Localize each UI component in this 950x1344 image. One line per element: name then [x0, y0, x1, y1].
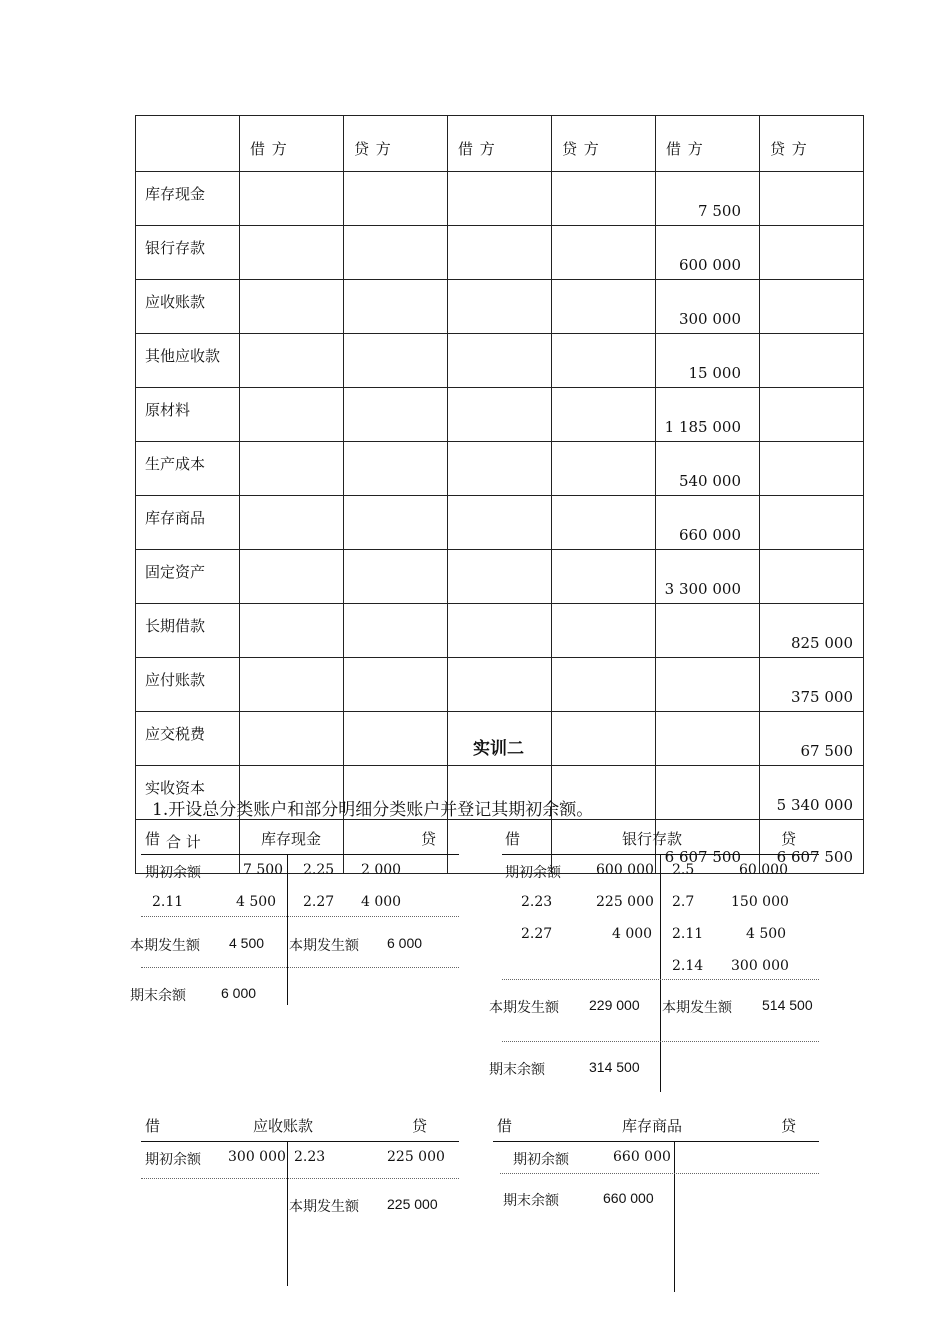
- credit-total: 514 500: [762, 997, 813, 1013]
- t-top-line: [141, 854, 459, 855]
- ending-debit: 300 000: [656, 280, 760, 334]
- debit-total: 4 500: [229, 935, 265, 951]
- header-credit: 贷 方: [344, 116, 448, 172]
- closing-amount: 660 000: [603, 1190, 654, 1206]
- table-row: [136, 496, 864, 550]
- account-name: 长期借款: [136, 604, 240, 658]
- credit-label: 贷: [781, 830, 797, 848]
- ending-debit: 3 300 000: [656, 550, 760, 604]
- header-debit: 借 方: [240, 116, 344, 172]
- debit-amount: 225 000: [596, 894, 654, 910]
- account-name: 应付账款: [136, 658, 240, 712]
- t-vertical-line: [287, 1141, 288, 1286]
- total-debit: 6 607 500: [656, 820, 760, 874]
- table-row: [136, 550, 864, 604]
- closing-label: 期末余额: [503, 1193, 559, 1209]
- credit-date: 2.25: [303, 862, 335, 878]
- table-row: [136, 334, 864, 388]
- header-debit: 借 方: [656, 116, 760, 172]
- credit-amount: 300 000: [731, 958, 789, 974]
- table-row: [136, 604, 864, 658]
- opening-amount: 600 000: [596, 862, 654, 878]
- credit-total: 6 000: [387, 935, 423, 951]
- account-name: 库存商品: [136, 496, 240, 550]
- ending-debit: [656, 712, 760, 766]
- account-name: 应收账款: [136, 280, 240, 334]
- ending-debit: [656, 766, 760, 820]
- opening-amount: 7 500: [243, 862, 284, 878]
- account-name: 生产成本: [136, 442, 240, 496]
- ending-debit: 660 000: [656, 496, 760, 550]
- dotted-separator: [141, 967, 459, 968]
- table-header-row: [136, 116, 864, 172]
- credit-amount: 150 000: [731, 894, 789, 910]
- t-vertical-line: [660, 854, 661, 1092]
- dotted-separator: [141, 1178, 459, 1179]
- credit-date: 2.27: [303, 894, 335, 910]
- credit-date: 2.7: [672, 894, 695, 910]
- ending-credit: [760, 388, 864, 442]
- opening-label: 期初余额: [513, 1152, 569, 1168]
- closing-amount: 6 000: [221, 985, 257, 1001]
- ending-credit: 375 000: [760, 658, 864, 712]
- account-title: 应收账款: [253, 1117, 314, 1135]
- account-title: 银行存款: [622, 830, 683, 848]
- dotted-separator: [502, 1041, 819, 1042]
- header-corner: [136, 116, 240, 172]
- account-title: 库存现金: [261, 830, 322, 848]
- account-name: 其他应收款: [136, 334, 240, 388]
- account-name: 实收资本: [136, 766, 240, 820]
- total-credit: 6 607 500: [760, 820, 864, 874]
- credit-amount: 4 000: [361, 894, 402, 910]
- t-vertical-line: [287, 854, 288, 1005]
- credit-amount: 60 000: [739, 862, 788, 878]
- table-row: [136, 442, 864, 496]
- trial-balance-table: [135, 115, 864, 874]
- debit-label: 借: [145, 830, 161, 848]
- opening-label: 期初余额: [145, 865, 201, 881]
- opening-amount: 660 000: [613, 1149, 671, 1165]
- credit-amount: 4 500: [746, 926, 787, 942]
- opening-label: 期初余额: [505, 865, 561, 881]
- t-top-line: [141, 1141, 459, 1142]
- account-name: 原材料: [136, 388, 240, 442]
- debit-date: 2.27: [521, 926, 553, 942]
- ending-debit: 15 000: [656, 334, 760, 388]
- ending-credit: [760, 496, 864, 550]
- credit-date: 2.14: [672, 958, 704, 974]
- ending-debit: 1 185 000: [656, 388, 760, 442]
- ending-debit: 7 500: [656, 172, 760, 226]
- closing-amount: 314 500: [589, 1059, 640, 1075]
- instruction-text: 1.开设总分类账户和部分明细分类账户并登记其期初余额。: [152, 800, 594, 820]
- debit-total: 229 000: [589, 997, 640, 1013]
- dotted-separator: [141, 916, 459, 917]
- debit-label: 借: [505, 830, 521, 848]
- credit-total-label: 本期发生额: [662, 1000, 732, 1016]
- ending-credit: [760, 442, 864, 496]
- credit-label: 贷: [781, 1117, 797, 1135]
- ending-credit: 825 000: [760, 604, 864, 658]
- ending-credit: 67 500: [760, 712, 864, 766]
- debit-total-label: 本期发生额: [130, 938, 200, 954]
- credit-total-label: 本期发生额: [289, 938, 359, 954]
- debit-label: 借: [497, 1117, 513, 1135]
- credit-date: 2.23: [294, 1149, 326, 1165]
- credit-total-label: 本期发生额: [289, 1199, 359, 1215]
- ending-credit: 5 340 000: [760, 766, 864, 820]
- table-row: [136, 172, 864, 226]
- table-row: [136, 226, 864, 280]
- credit-label: 贷: [421, 830, 437, 848]
- account-name: 库存现金: [136, 172, 240, 226]
- credit-label: 贷: [412, 1117, 428, 1135]
- dotted-separator: [502, 979, 819, 980]
- table-row: [136, 388, 864, 442]
- section-title: 实训二: [473, 739, 524, 759]
- debit-label: 借: [145, 1117, 161, 1135]
- closing-label: 期末余额: [489, 1062, 545, 1078]
- total-label: 合 计: [136, 820, 240, 874]
- credit-date: 2.11: [672, 926, 704, 942]
- account-name: 应交税费: [136, 712, 240, 766]
- t-top-line: [493, 1141, 819, 1142]
- account-name: 银行存款: [136, 226, 240, 280]
- ending-debit: 600 000: [656, 226, 760, 280]
- header-credit: 贷 方: [552, 116, 656, 172]
- credit-amount: 2 000: [361, 862, 402, 878]
- debit-date: 2.11: [152, 894, 184, 910]
- ending-debit: [656, 604, 760, 658]
- debit-amount: 4 000: [612, 926, 653, 942]
- spacer: [141, 1227, 459, 1228]
- header-debit: 借 方: [448, 116, 552, 172]
- header-credit: 贷 方: [760, 116, 864, 172]
- account-title: 库存商品: [622, 1117, 683, 1135]
- ending-credit: [760, 334, 864, 388]
- debit-amount: 4 500: [236, 894, 277, 910]
- table-row: [136, 658, 864, 712]
- opening-amount: 300 000: [228, 1149, 286, 1165]
- table-row: [136, 280, 864, 334]
- closing-label: 期末余额: [130, 988, 186, 1004]
- opening-label: 期初余额: [145, 1152, 201, 1168]
- ending-debit: 540 000: [656, 442, 760, 496]
- ending-credit: [760, 226, 864, 280]
- debit-date: 2.23: [521, 894, 553, 910]
- debit-total-label: 本期发生额: [489, 1000, 559, 1016]
- ending-credit: [760, 550, 864, 604]
- ending-credit: [760, 172, 864, 226]
- credit-date: 2.5: [672, 862, 695, 878]
- account-name: 固定资产: [136, 550, 240, 604]
- ending-debit: [656, 658, 760, 712]
- dotted-separator: [500, 1173, 819, 1174]
- credit-amount: 225 000: [387, 1149, 445, 1165]
- t-vertical-line: [674, 1141, 675, 1292]
- ending-credit: [760, 280, 864, 334]
- credit-total: 225 000: [387, 1196, 438, 1212]
